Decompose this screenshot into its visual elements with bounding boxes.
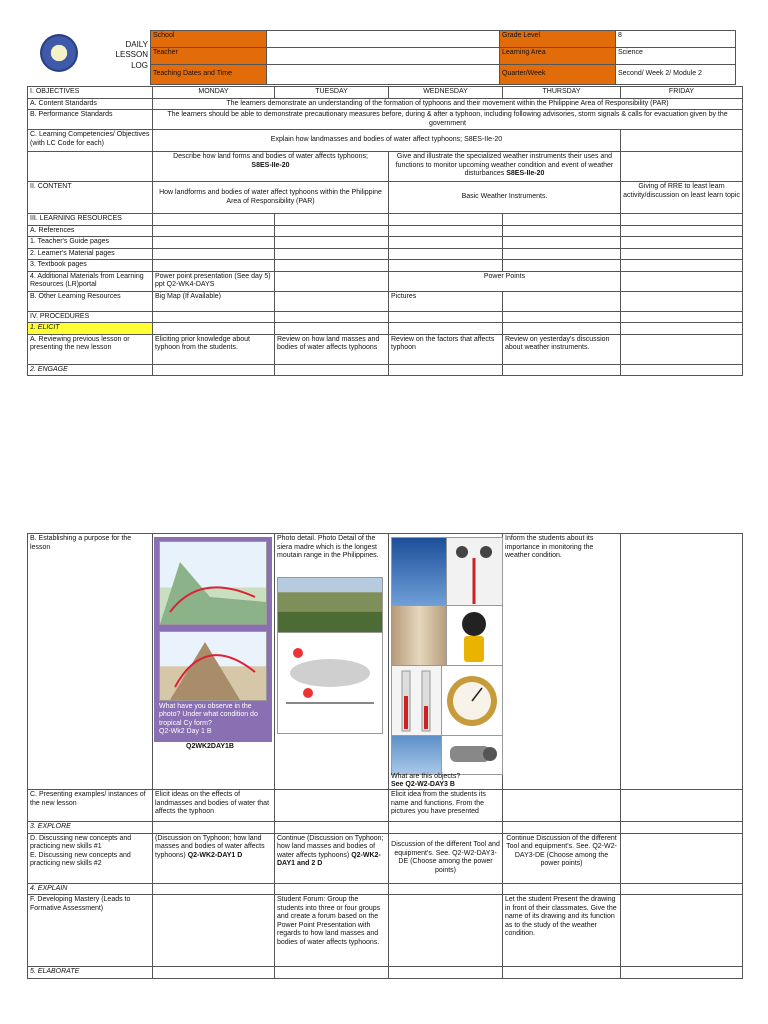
- mastery-tue: Student Forum: Group the students into three or four groups and create a forum based on the Power Point Presentation with regards to how land masses and bodies of water affects typhoons.: [275, 895, 389, 967]
- review-label: A. Reviewing previous lesson or presenting the new lesson: [28, 334, 153, 364]
- thermometer-photo: [391, 665, 443, 737]
- area-value: Science: [616, 48, 736, 65]
- hygrometer-photo: [441, 735, 503, 775]
- performance-standards-text: The learners should be able to demonstrate precautionary measures before, during & after a typhoon, including following advisories, storm signals & calls for evacuation given by the government: [153, 110, 743, 130]
- mountain-wind-diagram: [159, 541, 267, 625]
- anemometer-photo: [446, 537, 503, 607]
- additional-materials-wed: Power Points: [389, 271, 621, 291]
- day-thursday: THURSDAY: [503, 87, 621, 99]
- teachers-guide-label: 1. Teacher's Guide pages: [28, 237, 153, 249]
- objectives-heading: I. OBJECTIVES: [28, 87, 153, 99]
- purpose-tue-text: Photo detail. Photo Detail of the siera madre which is the longest moutain range in the Philippines.: [275, 534, 389, 790]
- content-fri: Giving of RRE to least learn activity/discussion on least learn topic: [621, 182, 743, 214]
- discussing-tue: Continue (Discussion on Typhoon; how land masses and bodies of water affects typhoons) Q2-WK2-DAY1 and 2 D: [275, 833, 389, 883]
- dates-label: Teaching Dates and Time: [151, 65, 267, 85]
- purpose-thu-text: Inform the students about its importance in monitoring the weather condition.: [503, 534, 621, 790]
- dates-value: [267, 65, 500, 85]
- day-friday: FRIDAY: [621, 87, 743, 99]
- discussing-wed: Discussion of the different Tool and equipment's. See. Q2-W2-DAY3-DE (Choose among the power points): [389, 833, 503, 883]
- review-tue: Review on how land masses and bodies of water affects typhoons: [275, 334, 389, 364]
- teacher-label: Teacher: [151, 48, 267, 65]
- typhoon-question-caption: What have you observe in the photo? Under what condition do tropical Cy form? Q2-Wk2 Day 1 B: [159, 703, 258, 736]
- rain-shadow-diagram: [159, 631, 267, 701]
- examples-label: C. Presenting examples/ instances of the new lesson: [28, 790, 153, 822]
- content-mon-tue: How landforms and bodies of water affect typhoons within the Philippine Area of Responsibility (PAR): [153, 182, 389, 214]
- airflow-diagram-svg: [278, 633, 382, 733]
- teacher-value: [267, 48, 500, 65]
- mountain-wind-diagram-svg: [160, 542, 266, 624]
- other-resources-wed: Pictures: [389, 291, 503, 311]
- elicit-heading: 1. ELICIT: [28, 323, 153, 335]
- sky-weather-photo: [391, 537, 448, 607]
- lesson-table-page2: [27, 533, 743, 979]
- review-mon: Eliciting prior knowledge about typhoon from the students.: [153, 334, 275, 364]
- hygrometer-svg: [442, 736, 502, 774]
- quarter-value: Second/ Week 2/ Module 2: [616, 65, 736, 85]
- grade-label: Grade Level: [500, 31, 616, 48]
- review-thu: Review on yesterday's discussion about weather instruments.: [503, 334, 621, 364]
- thermometer-svg: [392, 666, 442, 736]
- digital-anemometer-svg: [447, 606, 502, 666]
- elaborate-heading: 5. ELABORATE: [28, 967, 153, 979]
- school-value: [267, 31, 500, 48]
- examples-mon: Elicit ideas on the effects of landmasses and bodies of water that affects the typhoon: [153, 790, 275, 822]
- dll-title: DAILY LESSON LOG: [115, 40, 148, 70]
- review-wed: Review on the factors that affects typhoon: [389, 334, 503, 364]
- mastery-label: F. Developing Mastery (Leads to Formative Assessment): [28, 895, 153, 967]
- engage-heading: 2. ENGAGE: [28, 364, 153, 376]
- examples-wed: Elicit idea from the students its name and functions. From the pictures you have presented: [389, 790, 503, 822]
- day-monday: MONDAY: [153, 87, 275, 99]
- competencies-text: Explain how landmasses and bodies of water affect typhoons; S8ES-IIe-20: [153, 130, 621, 152]
- content-standards-label: A. Content Standards: [28, 98, 153, 110]
- wednesday-question-caption: What are this objects? See Q2-W2-DAY3 B: [391, 773, 461, 789]
- discussing-labels: D. Discussing new concepts and practicing new skills #1 E. Discussing new concepts and practicing new skills #2: [28, 833, 153, 883]
- barometer-photo: [441, 665, 503, 737]
- procedures-heading: IV. PROCEDURES: [28, 311, 153, 323]
- school-label: School: [151, 31, 267, 48]
- competencies-label: C. Learning Competencies/ Objectives (with LC Code for each): [28, 130, 153, 152]
- objective-wed-thu: Give and illustrate the specialized weather instruments their uses and functions to monitor upcoming weather condition and event of weather disturbances S8ES-IIe-20: [389, 152, 621, 182]
- digital-anemometer-photo: [446, 605, 503, 667]
- deped-seal-logo: [40, 34, 78, 72]
- discussing-mon: (Discussion on Typhoon; how land masses and bodies of water affects typhoons) Q2-WK2-DAY1 D: [153, 833, 275, 883]
- objective-mon-tue: Describe how land forms and bodies of water affects typhoons; S8ES-IIe-20: [153, 152, 389, 182]
- other-resources-mon: Big Map (If Available): [153, 291, 275, 311]
- monday-day-code: Q2WK2DAY1B: [186, 743, 234, 750]
- sierra-madre-photo: [277, 577, 383, 635]
- grade-value: 8: [616, 31, 736, 48]
- rain-gauge-photo: [391, 605, 448, 667]
- quarter-label: Quarter/Week: [500, 65, 616, 85]
- mastery-thu: Let the student Present the drawing in front of their classmates. Give the name of its drawing and its function as to the study of the weather condition.: [503, 895, 621, 967]
- learners-material-label: 2. Learner's Material pages: [28, 248, 153, 260]
- rain-shadow-diagram-svg: [160, 632, 266, 700]
- content-standards-text: The learners demonstrate an understanding of the formation of typhoons and their movement within the Philippine Area of Responsibility (PAR): [153, 98, 743, 110]
- area-label: Learning Area: [500, 48, 616, 65]
- lesson-table-page1: [27, 86, 743, 376]
- resources-heading: III. LEARNING RESOURCES: [28, 214, 153, 226]
- purpose-label: B. Establishing a purpose for the lesson: [28, 534, 153, 790]
- explore-heading: 3. EXPLORE: [28, 822, 153, 834]
- content-heading: II. CONTENT: [28, 182, 153, 214]
- typhoon-airflow-diagram: [277, 632, 383, 734]
- anemometer-svg: [447, 538, 502, 606]
- additional-materials-label: 4. Additional Materials from Learning Resources (LR)portal: [28, 271, 153, 291]
- performance-standards-label: B. Performance Standards: [28, 110, 153, 130]
- explain-heading: 4. EXPLAIN: [28, 883, 153, 895]
- textbook-label: 3. Textbook pages: [28, 260, 153, 272]
- typhoon-diagram-panel: [154, 537, 272, 742]
- day-wednesday: WEDNESDAY: [389, 87, 503, 99]
- header-table: [150, 30, 736, 85]
- day-tuesday: TUESDAY: [275, 87, 389, 99]
- wind-vane-photo: [391, 735, 443, 775]
- barometer-svg: [442, 666, 502, 736]
- content-wed-thu: Basic Weather Instruments.: [389, 182, 621, 214]
- references-label: A. References: [28, 225, 153, 237]
- additional-materials-mon: Power point presentation (See day 5) ppt Q2-WK4-DAYS: [153, 271, 275, 291]
- discussing-thu: Continue Discussion of the different Tool and equipment's. See. Q2-W2-DAY3-DE (Choose among the power points): [503, 833, 621, 883]
- other-resources-label: B. Other Learning Resources: [28, 291, 153, 311]
